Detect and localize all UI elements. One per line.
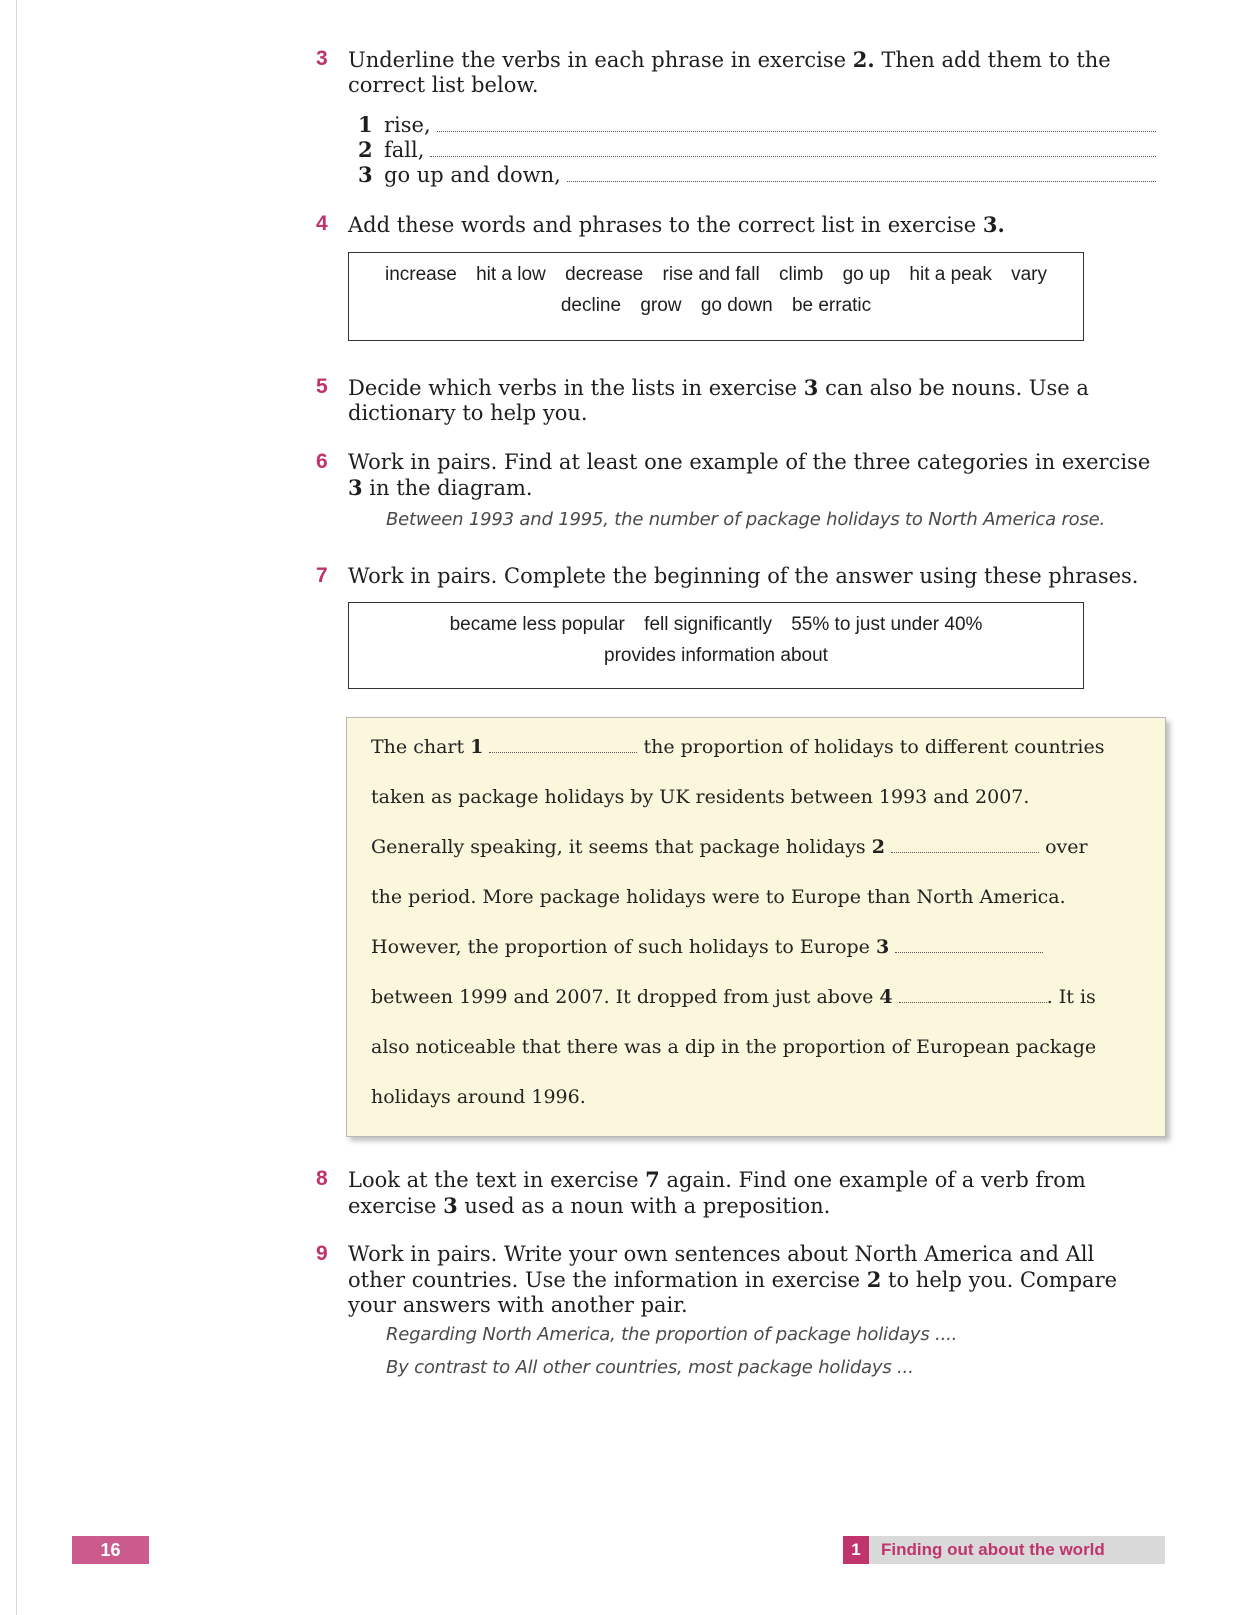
list-number: 1: [358, 112, 373, 137]
answer-text: . It is: [1046, 986, 1096, 1008]
list-line: [358, 162, 1156, 188]
instruction-text: Add these words and phrases to the correct list in exercise: [348, 213, 983, 237]
list-label: go up and down,: [384, 163, 561, 187]
list-line: [358, 112, 1156, 138]
gap-number: 4: [879, 986, 893, 1008]
exercise-9: [316, 1242, 1156, 1318]
word-box: [348, 252, 1084, 341]
unit-footer: [843, 1536, 1165, 1564]
word-row: [349, 259, 1083, 290]
word-item: grow: [640, 295, 682, 316]
exercise-number: 4: [316, 212, 328, 235]
answer-gap-4[interactable]: [899, 988, 1047, 1003]
answer-text: However, the proportion of such holidays to Europe: [371, 936, 876, 958]
exercise-instruction: Work in pairs. Complete the beginning of the answer using these phrases.: [348, 564, 1139, 588]
unit-title: Finding out about the world: [881, 1540, 1105, 1559]
exercise-instruction: [348, 1242, 1156, 1318]
exercise-7: [316, 564, 1156, 589]
exercise-instruction: [348, 47, 1156, 98]
exercise-number: 5: [316, 375, 328, 398]
phrase-box: [348, 602, 1084, 689]
exercise-8: [316, 1167, 1156, 1219]
exercise-ref: 3: [348, 475, 363, 500]
exercise-instruction: [348, 450, 1156, 501]
example-sentence: Between 1993 and 1995, the number of package holidays to North America rose.: [386, 509, 1106, 530]
word-item: hit a peak: [909, 264, 992, 285]
exercise-ref: 3.: [982, 212, 1005, 237]
instruction-text: Then add them to the correct list below.: [348, 48, 1111, 97]
gap-number: 2: [871, 836, 885, 858]
word-item: decline: [560, 295, 622, 316]
exercise-3: [316, 47, 1156, 98]
exercise-6: [316, 450, 1156, 501]
instruction-text: to help you. Compare your answers with another pair.: [348, 1268, 1118, 1317]
answer-blank[interactable]: [430, 140, 1156, 157]
list-label: fall,: [384, 138, 425, 162]
word-item: decrease: [565, 264, 644, 285]
instruction-text: Decide which verbs in the lists in exercise: [348, 376, 804, 400]
example-sentence: Regarding North America, the proportion of package holidays ....: [386, 1324, 958, 1345]
exercise-ref: 2.: [852, 47, 875, 72]
answer-text: between 1999 and 2007. It dropped from just above: [371, 986, 880, 1008]
answer-blank[interactable]: [437, 115, 1156, 132]
phrase-item: became less popular: [449, 614, 625, 635]
exercise-ref: 3: [443, 1193, 458, 1218]
instruction-text: in the diagram.: [362, 476, 533, 500]
exercise-number: 6: [316, 450, 328, 473]
answer-text: The chart: [371, 736, 471, 758]
exercise-ref: 7: [645, 1167, 660, 1192]
phrase-item: fell significantly: [644, 614, 772, 635]
answer-gap-3[interactable]: [895, 938, 1043, 953]
answer-line: [371, 936, 1043, 958]
instruction-text: Work in pairs. Write your own sentences about North America and All other countries. Use the information in exercise: [348, 1242, 1095, 1292]
answer-gap-2[interactable]: [891, 838, 1039, 853]
phrase-row: [349, 609, 1083, 640]
gap-number: 3: [875, 936, 890, 958]
answer-gap-1[interactable]: [489, 738, 637, 753]
instruction-text: can also be nouns. Use a dictionary to help you.: [348, 376, 1089, 425]
exercise-ref: 2: [866, 1267, 882, 1292]
instruction-text: Look at the text in exercise: [348, 1168, 646, 1192]
word-item: hit a low: [476, 264, 546, 285]
exercise-4: [316, 212, 1156, 238]
word-row: [349, 290, 1083, 321]
exercise-instruction: [348, 375, 1156, 426]
word-item: go up: [842, 264, 891, 285]
word-item: vary: [1011, 264, 1048, 285]
answer-line: [371, 986, 1096, 1008]
answer-blank[interactable]: [567, 165, 1156, 182]
page-number: 16: [72, 1536, 149, 1564]
list-line: [358, 137, 1156, 163]
instruction-text: used as a noun with a preposition.: [457, 1194, 831, 1218]
instruction-text: Underline the verbs in each phrase in exercise: [348, 48, 853, 72]
phrase-item: 55% to just under 40%: [791, 614, 983, 635]
instruction-text: Work in pairs. Find at least one example of the three categories in exercise: [348, 450, 1151, 474]
answer-line: [371, 836, 1088, 858]
phrase-row: [349, 640, 1083, 671]
exercise-number: 3: [316, 47, 328, 70]
list-number: 2: [358, 137, 373, 162]
exercise-ref: 3: [803, 375, 819, 400]
word-item: climb: [778, 264, 824, 285]
model-answer-box: [346, 717, 1166, 1137]
word-item: increase: [384, 264, 457, 285]
list-number: 3: [358, 162, 373, 187]
exercise-number: 7: [316, 564, 328, 587]
exercise-number: 8: [316, 1167, 328, 1190]
exercise-5: [316, 375, 1156, 426]
gap-number: 1: [470, 736, 484, 758]
unit-number: 1: [843, 1536, 869, 1564]
exercise-instruction: [348, 1167, 1156, 1219]
word-item: be erratic: [791, 295, 872, 316]
example-sentence: By contrast to All other countries, most package holidays ...: [386, 1357, 914, 1378]
answer-line: also noticeable that there was a dip in the proportion of European package: [371, 1036, 1097, 1058]
answer-text: the proportion of holidays to different countries: [643, 736, 1105, 758]
list-label: rise,: [384, 113, 431, 137]
instruction-text: again. Find one example of a verb from exercise: [348, 1168, 1086, 1218]
answer-line: the period. More package holidays were to Europe than North America.: [371, 886, 1066, 908]
exercise-number: 9: [316, 1242, 328, 1265]
word-item: go down: [700, 295, 773, 316]
exercise-instruction: [348, 212, 1156, 238]
word-item: rise and fall: [662, 264, 760, 285]
phrase-item: provides information about: [604, 645, 828, 666]
answer-line: taken as package holidays by UK residents between 1993 and 2007.: [371, 786, 1030, 808]
answer-line: [371, 736, 1104, 758]
answer-line: holidays around 1996.: [371, 1086, 586, 1108]
answer-text: over: [1045, 836, 1088, 858]
answer-text: Generally speaking, it seems that package holidays: [371, 836, 872, 858]
page-edge: [16, 0, 17, 1615]
